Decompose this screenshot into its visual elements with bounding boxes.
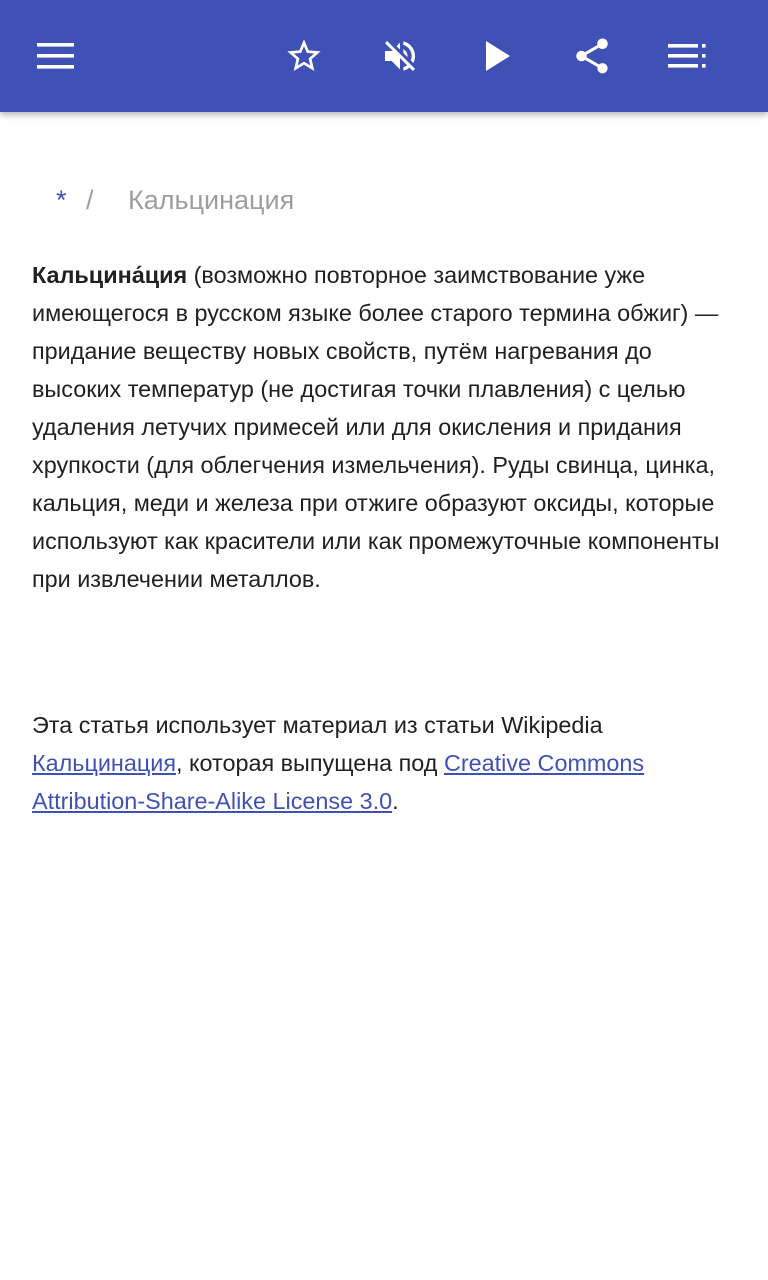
- mute-button[interactable]: [368, 24, 432, 88]
- share-icon: [571, 35, 613, 77]
- contents-button[interactable]: [656, 24, 720, 88]
- volume-off-icon: [380, 36, 420, 76]
- article-content: [0, 112, 768, 1280]
- license-middle: , которая выпущена под: [176, 750, 444, 776]
- share-button[interactable]: [560, 24, 624, 88]
- article-paragraph: [32, 256, 738, 598]
- play-icon: [484, 40, 512, 72]
- license-suffix: .: [392, 788, 399, 814]
- breadcrumb-home-link[interactable]: *: [56, 184, 67, 215]
- wikipedia-article-link[interactable]: Кальцинация: [32, 750, 176, 776]
- breadcrumb-separator: /: [86, 184, 94, 215]
- breadcrumb-current: Кальцинация: [128, 184, 295, 215]
- favorite-button[interactable]: [272, 24, 336, 88]
- license-prefix: Эта статья использует материал из статьи Wikipedia: [32, 712, 603, 738]
- license-link[interactable]: Creative Commons Attribution-Share-Alike License 3.0: [32, 750, 645, 814]
- article-body: [32, 256, 738, 598]
- menu-icon: [37, 42, 75, 70]
- menu-button[interactable]: [24, 24, 88, 88]
- article-term: Кальцина́ция: [32, 262, 188, 288]
- play-button[interactable]: [466, 24, 530, 88]
- app-toolbar: [0, 0, 768, 112]
- license-paragraph: [32, 706, 738, 820]
- star-outline-icon: [284, 36, 324, 76]
- breadcrumb: [32, 180, 294, 220]
- playlist-icon: [668, 42, 708, 70]
- license-notice: [32, 706, 738, 820]
- article-text: (возможно повторное заимствование уже имеющегося в русском языке более старого термина обжиг) — придание веществу новых свойств, путём нагревания до высоких температур (не достигая точки плавления) с целью удаления летучих примесей или для окисления и придания хрупкости (для облегчения измельчения). Руды свинца, цинка, кальция, меди и железа при отжиге образуют оксиды, которые используют как красители или как промежуточные компоненты при извлечении металлов.: [32, 262, 720, 592]
